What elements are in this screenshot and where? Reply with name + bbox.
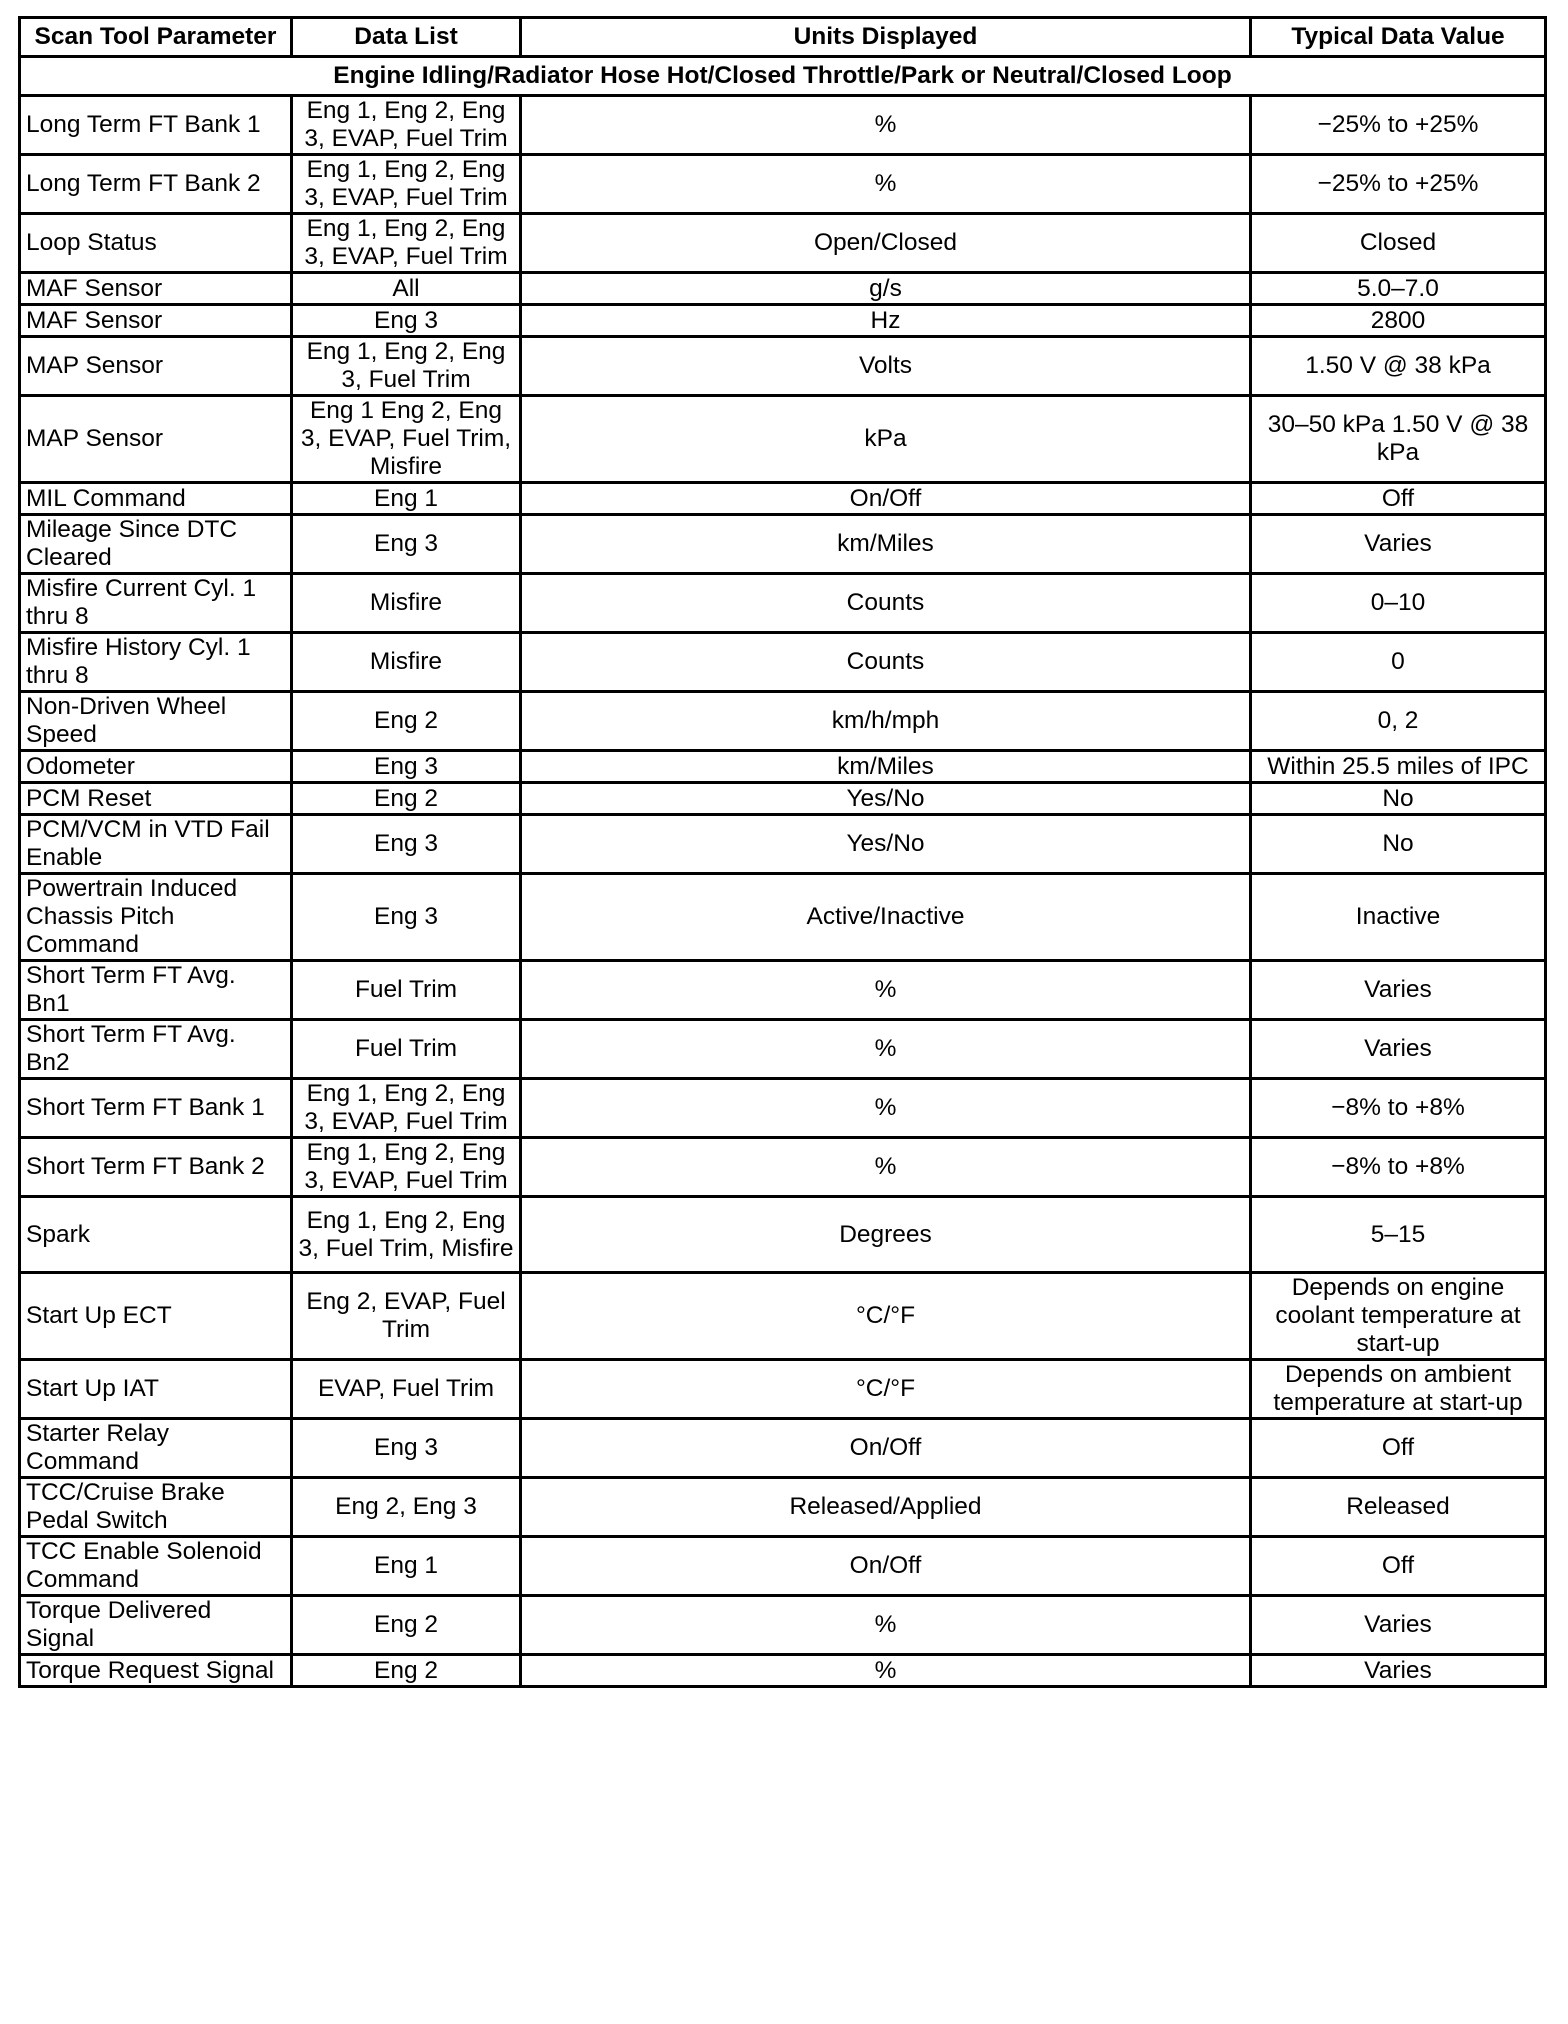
cell-units: Active/Inactive — [521, 874, 1251, 961]
cell-typical-value: 5.0–7.0 — [1251, 273, 1546, 305]
header-parameter: Scan Tool Parameter — [20, 18, 292, 57]
table-row — [20, 515, 1546, 574]
cell-parameter: Short Term FT Avg. Bn1 — [20, 961, 292, 1020]
cell-typical-value: No — [1251, 815, 1546, 874]
cell-typical-value: Varies — [1251, 515, 1546, 574]
cell-units: On/Off — [521, 483, 1251, 515]
cell-data-list: Eng 1, Eng 2, Eng 3, Fuel Trim — [292, 337, 521, 396]
cell-typical-value: Within 25.5 miles of IPC — [1251, 751, 1546, 783]
cell-parameter: Long Term FT Bank 2 — [20, 155, 292, 214]
section-title: Engine Idling/Radiator Hose Hot/Closed Throttle/Park or Neutral/Closed Loop — [20, 57, 1546, 96]
cell-units: Degrees — [521, 1197, 1251, 1273]
table-row — [20, 1596, 1546, 1655]
cell-data-list: Fuel Trim — [292, 1020, 521, 1079]
cell-units: Yes/No — [521, 783, 1251, 815]
table-row — [20, 305, 1546, 337]
table-row — [20, 155, 1546, 214]
cell-units: Counts — [521, 574, 1251, 633]
table-row — [20, 1273, 1546, 1360]
cell-typical-value: Released — [1251, 1478, 1546, 1537]
cell-data-list: Misfire — [292, 574, 521, 633]
header-row — [20, 18, 1546, 57]
table-row — [20, 1197, 1546, 1273]
cell-units: % — [521, 1138, 1251, 1197]
cell-typical-value: 0–10 — [1251, 574, 1546, 633]
cell-typical-value: Depends on engine coolant temperature at start-up — [1251, 1273, 1546, 1360]
cell-data-list: Eng 1 Eng 2, Eng 3, EVAP, Fuel Trim, Misfire — [292, 396, 521, 483]
cell-units: km/Miles — [521, 751, 1251, 783]
cell-units: kPa — [521, 396, 1251, 483]
table-row — [20, 783, 1546, 815]
cell-units: km/Miles — [521, 515, 1251, 574]
cell-typical-value: Off — [1251, 1419, 1546, 1478]
cell-parameter: Loop Status — [20, 214, 292, 273]
cell-parameter: Misfire History Cyl. 1 thru 8 — [20, 633, 292, 692]
cell-typical-value: 30–50 kPa 1.50 V @ 38 kPa — [1251, 396, 1546, 483]
table-row — [20, 815, 1546, 874]
cell-data-list: Eng 1 — [292, 483, 521, 515]
table-row — [20, 1360, 1546, 1419]
cell-typical-value: 1.50 V @ 38 kPa — [1251, 337, 1546, 396]
cell-parameter: Torque Request Signal — [20, 1655, 292, 1687]
table-row — [20, 1478, 1546, 1537]
header-typical-value: Typical Data Value — [1251, 18, 1546, 57]
cell-parameter: Start Up IAT — [20, 1360, 292, 1419]
cell-units: g/s — [521, 273, 1251, 305]
cell-units: °C/°F — [521, 1360, 1251, 1419]
cell-typical-value: −25% to +25% — [1251, 96, 1546, 155]
cell-parameter: Starter Relay Command — [20, 1419, 292, 1478]
cell-parameter: Short Term FT Bank 2 — [20, 1138, 292, 1197]
cell-units: % — [521, 1596, 1251, 1655]
cell-parameter: Start Up ECT — [20, 1273, 292, 1360]
cell-parameter: Mileage Since DTC Cleared — [20, 515, 292, 574]
cell-units: % — [521, 961, 1251, 1020]
cell-data-list: Eng 1, Eng 2, Eng 3, EVAP, Fuel Trim — [292, 1079, 521, 1138]
table-row — [20, 961, 1546, 1020]
cell-parameter: MIL Command — [20, 483, 292, 515]
table-row — [20, 633, 1546, 692]
cell-data-list: All — [292, 273, 521, 305]
table-row — [20, 574, 1546, 633]
table-row — [20, 1419, 1546, 1478]
table-row — [20, 1138, 1546, 1197]
cell-parameter: PCM Reset — [20, 783, 292, 815]
table-row — [20, 96, 1546, 155]
cell-units: Yes/No — [521, 815, 1251, 874]
table-row — [20, 214, 1546, 273]
cell-units: % — [521, 96, 1251, 155]
table-row — [20, 396, 1546, 483]
cell-data-list: Eng 3 — [292, 815, 521, 874]
table-row — [20, 337, 1546, 396]
cell-typical-value: −8% to +8% — [1251, 1079, 1546, 1138]
cell-units: % — [521, 1655, 1251, 1687]
table-row — [20, 483, 1546, 515]
cell-data-list: Eng 1 — [292, 1537, 521, 1596]
cell-typical-value: Closed — [1251, 214, 1546, 273]
cell-typical-value: Off — [1251, 1537, 1546, 1596]
cell-parameter: Misfire Current Cyl. 1 thru 8 — [20, 574, 292, 633]
cell-data-list: Eng 3 — [292, 874, 521, 961]
header-units: Units Displayed — [521, 18, 1251, 57]
cell-typical-value: 0, 2 — [1251, 692, 1546, 751]
cell-typical-value: Inactive — [1251, 874, 1546, 961]
table-row — [20, 1655, 1546, 1687]
cell-data-list: Eng 2 — [292, 1655, 521, 1687]
cell-parameter: Spark — [20, 1197, 292, 1273]
cell-units: On/Off — [521, 1537, 1251, 1596]
cell-parameter: TCC/Cruise Brake Pedal Switch — [20, 1478, 292, 1537]
cell-typical-value: 0 — [1251, 633, 1546, 692]
cell-data-list: Misfire — [292, 633, 521, 692]
cell-parameter: MAF Sensor — [20, 273, 292, 305]
cell-data-list: Eng 3 — [292, 515, 521, 574]
cell-units: Hz — [521, 305, 1251, 337]
cell-parameter: Powertrain Induced Chassis Pitch Command — [20, 874, 292, 961]
cell-parameter: Short Term FT Avg. Bn2 — [20, 1020, 292, 1079]
cell-parameter: PCM/VCM in VTD Fail Enable — [20, 815, 292, 874]
cell-data-list: Eng 2 — [292, 1596, 521, 1655]
cell-parameter: MAP Sensor — [20, 337, 292, 396]
cell-typical-value: 2800 — [1251, 305, 1546, 337]
cell-data-list: Eng 3 — [292, 1419, 521, 1478]
cell-typical-value: Varies — [1251, 1655, 1546, 1687]
cell-typical-value: Varies — [1251, 961, 1546, 1020]
table-row — [20, 1537, 1546, 1596]
scan-tool-data-table — [18, 16, 1547, 1688]
cell-parameter: MAF Sensor — [20, 305, 292, 337]
cell-data-list: Eng 1, Eng 2, Eng 3, Fuel Trim, Misfire — [292, 1197, 521, 1273]
cell-data-list: Eng 1, Eng 2, Eng 3, EVAP, Fuel Trim — [292, 96, 521, 155]
cell-parameter: Non-Driven Wheel Speed — [20, 692, 292, 751]
cell-data-list: Eng 1, Eng 2, Eng 3, EVAP, Fuel Trim — [292, 214, 521, 273]
cell-typical-value: −8% to +8% — [1251, 1138, 1546, 1197]
cell-typical-value: Depends on ambient temperature at start-up — [1251, 1360, 1546, 1419]
cell-data-list: Eng 1, Eng 2, Eng 3, EVAP, Fuel Trim — [292, 1138, 521, 1197]
cell-parameter: MAP Sensor — [20, 396, 292, 483]
cell-typical-value: −25% to +25% — [1251, 155, 1546, 214]
cell-parameter: Short Term FT Bank 1 — [20, 1079, 292, 1138]
table-row — [20, 874, 1546, 961]
cell-typical-value: Varies — [1251, 1596, 1546, 1655]
table-row — [20, 1079, 1546, 1138]
cell-units: On/Off — [521, 1419, 1251, 1478]
header-data-list: Data List — [292, 18, 521, 57]
cell-typical-value: 5–15 — [1251, 1197, 1546, 1273]
cell-data-list: Eng 2, Eng 3 — [292, 1478, 521, 1537]
cell-data-list: Eng 1, Eng 2, Eng 3, EVAP, Fuel Trim — [292, 155, 521, 214]
cell-typical-value: Varies — [1251, 1020, 1546, 1079]
cell-units: % — [521, 1020, 1251, 1079]
table-row — [20, 1020, 1546, 1079]
cell-data-list: Eng 2 — [292, 783, 521, 815]
cell-parameter: Torque Delivered Signal — [20, 1596, 292, 1655]
cell-units: km/h/mph — [521, 692, 1251, 751]
cell-data-list: Eng 2 — [292, 692, 521, 751]
cell-typical-value: Off — [1251, 483, 1546, 515]
section-row — [20, 57, 1546, 96]
cell-typical-value: No — [1251, 783, 1546, 815]
cell-parameter: Long Term FT Bank 1 — [20, 96, 292, 155]
cell-units: °C/°F — [521, 1273, 1251, 1360]
cell-units: % — [521, 155, 1251, 214]
cell-parameter: Odometer — [20, 751, 292, 783]
cell-data-list: Eng 3 — [292, 751, 521, 783]
cell-data-list: Eng 3 — [292, 305, 521, 337]
cell-units: % — [521, 1079, 1251, 1138]
cell-units: Counts — [521, 633, 1251, 692]
cell-units: Volts — [521, 337, 1251, 396]
cell-data-list: Fuel Trim — [292, 961, 521, 1020]
table-row — [20, 751, 1546, 783]
cell-units: Released/Applied — [521, 1478, 1251, 1537]
cell-parameter: TCC Enable Solenoid Command — [20, 1537, 292, 1596]
table-row — [20, 273, 1546, 305]
cell-units: Open/Closed — [521, 214, 1251, 273]
cell-data-list: EVAP, Fuel Trim — [292, 1360, 521, 1419]
cell-data-list: Eng 2, EVAP, Fuel Trim — [292, 1273, 521, 1360]
table-row — [20, 692, 1546, 751]
